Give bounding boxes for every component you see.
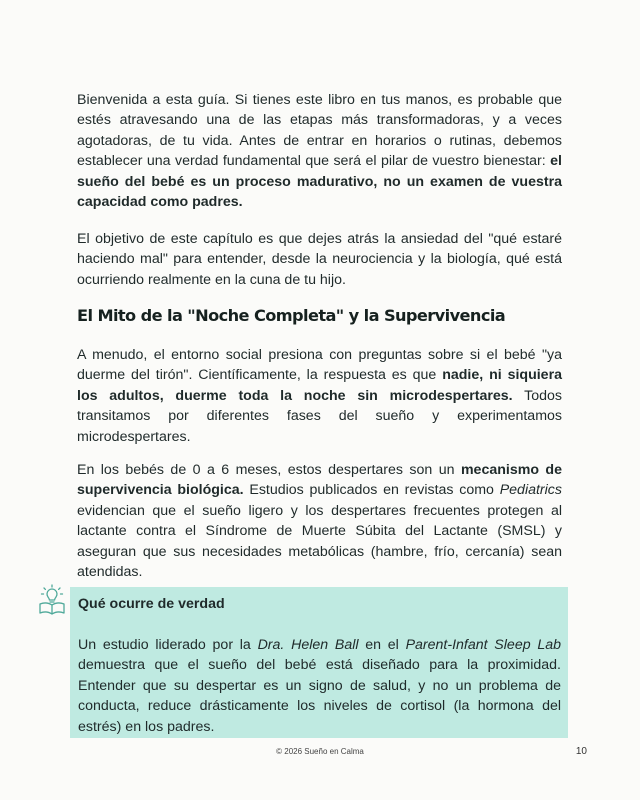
researcher-name: Dra. Helen Ball [257,637,359,653]
intro-paragraph [77,90,562,212]
callout-title: Qué ocurre de verdad [78,596,225,612]
journal-name: Pediatrics [499,482,562,499]
lab-name: Parent-Infant Sleep Lab [405,637,561,653]
section-heading: El Mito de la "Noche Completa" y la Supervivencia [77,306,506,325]
survival-text-3: evidencian que el sueño ligero y los despertares frecuentes protegen al lactante contra el Síndrome de Muerte Súbita del Lactante (SMSL) y aseguran que sus necesidades metabólicas (hambre, frío, cercanía) sean atendidas. [77,502,562,581]
callout-body [78,635,561,737]
survival-paragraph [77,460,562,582]
myth-text-end: Todos transitamos por diferentes fases del sueño y experimentamos microdespertares. [77,387,562,445]
footer-copyright: © 2026 Sueño en Calma [276,747,364,756]
myth-paragraph [77,345,562,447]
myth-text: A menudo, el entorno social presiona con preguntas sobre si el bebé "ya duerme del tirón". Científicamente, la respuesta es que [77,347,562,384]
book-lightbulb-icon [37,583,67,615]
intro-bold-statement: el sueño del bebé es un proceso madurativo, no un examen de vuestra capacidad como padres. [77,153,562,211]
intro-text: Bienvenida a esta guía. Si tienes este libro en tus manos, es probable que estés atravesando una de las etapas más transformadoras, y a veces agotadoras, de tu vida. Antes de entrar en horarios o rutinas, debemos establecer una verdad fundamental que será el pilar de vuestro bienestar: [77,92,562,170]
survival-bold: mecanismo de supervivencia biológica. [77,462,562,499]
callout-box [70,587,568,738]
callout-text-3: demuestra que el sueño del bebé está diseñado para la proximidad. Entender que su despertar es un signo de salud, y no un problema de conducta, reduce drásticamente los niveles de cortisol (la hormona del estrés) en los padres. [78,657,561,735]
callout-text: Un estudio liderado por la [78,637,258,653]
survival-text: En los bebés de 0 a 6 meses, estos despertares son un [77,462,461,478]
page-number: 10 [575,746,587,757]
objective-paragraph: El objetivo de este capítulo es que dejes atrás la ansiedad del "qué estaré haciendo mal" para entender, desde la neurociencia y la biología, qué está ocurriendo realmente en la cuna de tu hijo. [77,231,562,288]
callout-text-2: en el [358,637,406,653]
myth-bold-statement: nadie, ni siquiera los adultos, duerme toda la noche sin microdespertares. [77,367,562,404]
survival-text-2: Estudios publicados en revistas como [243,482,500,499]
